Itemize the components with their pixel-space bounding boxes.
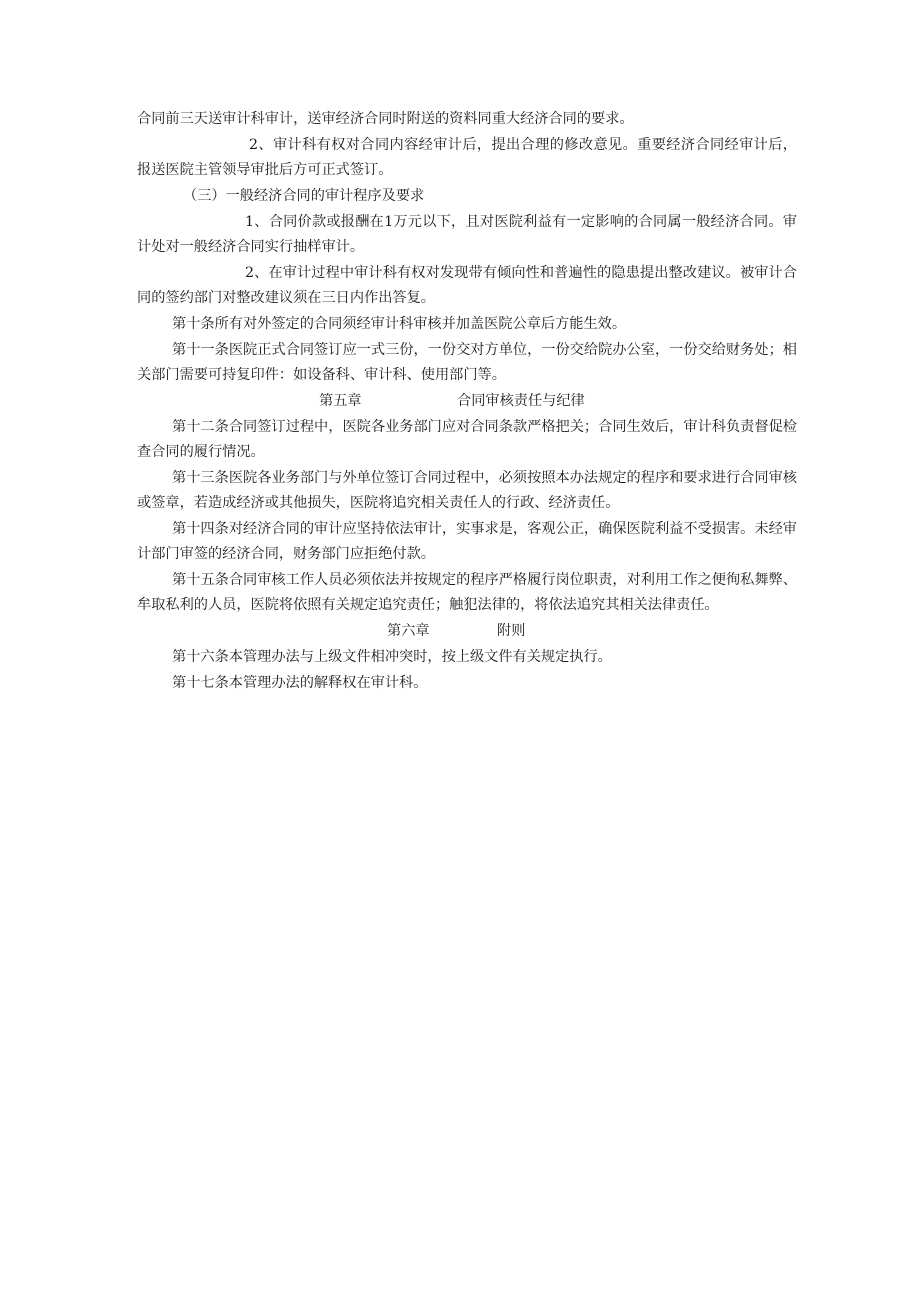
article-17: 第十七条本管理办法的解释权在审计科。 (172, 675, 428, 691)
article-10: 第十条所有对外签定的合同须经审计科审核并加盖医院公章后方能生效。 (172, 316, 627, 332)
paragraph-2: 2、审计科有权对合同内容经审计后，提出合理的修改意见。重要经济合同经审计后，报送医院主管领导审批后方可正式签订。 (137, 137, 797, 178)
chapter-6-number: 第六章 (387, 623, 430, 639)
article-16: 第十六条本管理办法与上级文件相冲突时，按上级文件有关规定执行。 (172, 649, 612, 665)
chapter-5-title: 合同审核责任与纪律 (457, 393, 585, 409)
article-12: 第十二条合同签订过程中，医院各业务部门应对合同条款严格把关；合同生效后，审计科负责督促检查合同的履行情况。 (137, 419, 797, 460)
chapter-5-heading (137, 389, 797, 414)
article-14: 第十四条对经济合同的审计应坚持依法审计，实事求是，客观公正，确保医院利益不受损害。未经审计部门审签的经济合同，财务部门应拒绝付款。 (137, 521, 797, 562)
article-15: 第十五条合同审核工作人员必须依法并按规定的程序严格履行岗位职责，对利用工作之便徇私舞弊、牟取私利的人员，医院将依照有关规定追究责任；触犯法律的，将依法追究其相关法律责任。 (137, 572, 797, 613)
article-13: 第十三条医院各业务部门与外单位签订合同过程中，必须按照本办法规定的程序和要求进行合同审核或签章，若造成经济或其他损失，医院将追究相关责任人的行政、经济责任。 (137, 470, 797, 511)
document-body (137, 107, 797, 697)
chapter-6-title: 附则 (497, 623, 526, 639)
paragraph-5: 2、在审计过程中审计科有权对发现带有倾向性和普遍性的隐患提出整改建议。被审计合同的签约部门对整改建议须在三日内作出答复。 (137, 265, 797, 306)
article-11: 第十一条医院正式合同签订应一式三份，一份交对方单位，一份交给院办公室，一份交给财务处；相关部门需要可持复印件：如设备科、审计科、使用部门等。 (137, 342, 797, 383)
paragraph-1: 合同前三天送审计科审计，送审经济合同时附送的资料同重大经济合同的要求。 (137, 111, 634, 127)
chapter-6-heading (137, 619, 797, 644)
chapter-5-number: 第五章 (319, 393, 362, 409)
section-heading-3: （三）一般经济合同的审计程序及要求 (183, 188, 425, 204)
paragraph-4: 1、合同价款或报酬在1万元以下，且对医院利益有一定影响的合同属一般经济合同。审计处对一般经济合同实行抽样审计。 (137, 214, 797, 255)
